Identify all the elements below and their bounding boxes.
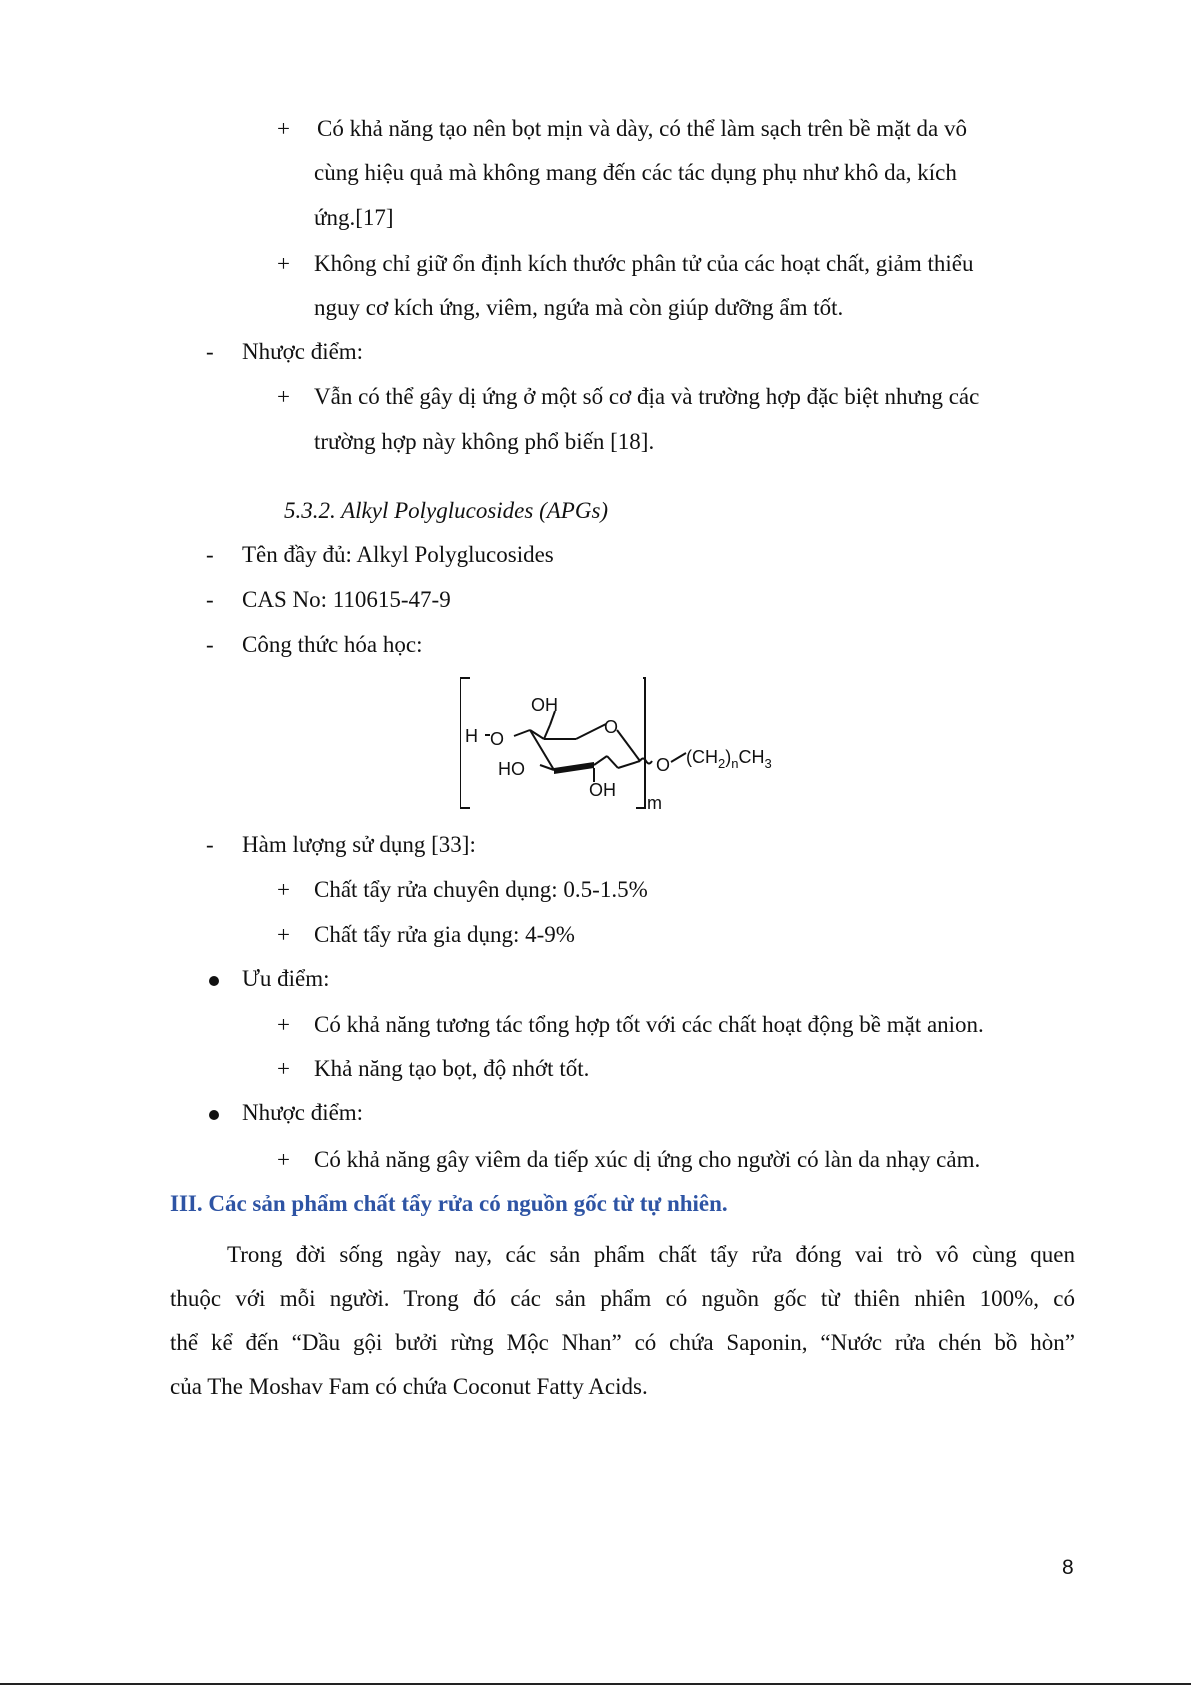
o-ring-label: O — [604, 717, 619, 737]
pros-item: Có khả năng tương tác tổng hợp tốt với các chất hoạt động bề mặt anion. — [314, 1012, 984, 1037]
dash-marker: - — [206, 339, 214, 364]
h-label: H — [465, 726, 478, 746]
full-name: Tên đầy đủ: Alkyl Polyglucosides — [242, 542, 554, 567]
pros-label: Ưu điểm: — [242, 966, 330, 991]
list-item-line: trường hợp này không phổ biến [18]. — [314, 429, 655, 454]
o-left-label: O — [490, 729, 505, 749]
plus-marker: + — [277, 922, 290, 947]
m-subscript-label: m — [647, 793, 662, 813]
paragraph-line: thuộc với mỗi người. Trong đó các sản phẩm có nguồn gốc từ thiên nhiên 100%, có — [170, 1286, 1075, 1311]
body-paragraph — [170, 1233, 1075, 1409]
paragraph-line: thể kể đến “Dầu gội bưởi rừng Mộc Nhan” có chứa Saponin, “Nước rửa chén bồ hòn” — [170, 1330, 1075, 1355]
dash-marker: - — [206, 587, 214, 612]
list-item-line: nguy cơ kích ứng, viêm, ngứa mà còn giúp dưỡng ẩm tốt. — [314, 295, 844, 320]
plus-marker: + — [277, 116, 290, 141]
plus-marker: + — [277, 877, 290, 902]
paragraph-line: của The Moshav Fam có chứa Coconut Fatty Acids. — [170, 1374, 648, 1399]
bullet-dot — [209, 976, 219, 986]
bullet-dot — [209, 1110, 219, 1120]
plus-marker: + — [277, 1056, 290, 1081]
usage-label: Hàm lượng sử dụng [33]: — [242, 832, 476, 857]
cas-number: CAS No: 110615-47-9 — [242, 587, 451, 612]
oh-bottom-label: OH — [589, 780, 616, 800]
cons-item: Có khả năng gây viêm da tiếp xúc dị ứng cho người có làn da nhạy cảm. — [314, 1147, 981, 1172]
section-heading: III. Các sản phẩm chất tẩy rửa có nguồn gốc từ tự nhiên. — [170, 1191, 728, 1216]
pros-item: Khả năng tạo bọt, độ nhớt tốt. — [314, 1056, 590, 1081]
dash-marker: - — [206, 632, 214, 657]
dash-marker: - — [206, 832, 214, 857]
cons-label: Nhược điểm: — [242, 1100, 364, 1125]
plus-marker: + — [277, 251, 290, 276]
o-right-label: O — [656, 755, 671, 775]
list-item-line: Vẫn có thể gây dị ứng ở một số cơ địa và trường hợp đặc biệt nhưng các — [314, 384, 980, 409]
list-item-line: Có khả năng tạo nên bọt mịn và dày, có thể làm sạch trên bề mặt da vô — [317, 116, 967, 141]
dash-marker: - — [206, 542, 214, 567]
usage-item: Chất tẩy rửa gia dụng: 4-9% — [314, 922, 575, 947]
list-item-line: Không chỉ giữ ổn định kích thước phân tử của các hoạt chất, giảm thiểu — [314, 251, 974, 276]
cons-label: Nhược điểm: — [242, 339, 364, 364]
usage-item: Chất tẩy rửa chuyên dụng: 0.5-1.5% — [314, 877, 648, 902]
list-item-line: cùng hiệu quả mà không mang đến các tác dụng phụ như khô da, kích — [314, 160, 957, 185]
section-title: 5.3.2. Alkyl Polyglucosides (APGs) — [284, 498, 609, 523]
formula-label: Công thức hóa học: — [242, 632, 423, 657]
page-number: 8 — [1062, 1556, 1074, 1579]
oh-top-label: OH — [531, 695, 558, 715]
ho-label: HO — [498, 759, 525, 779]
alkyl-chain-label: $(CH_2)_nCH_3$ — [686, 747, 772, 771]
plus-marker: + — [277, 1012, 290, 1037]
plus-marker: + — [277, 1147, 290, 1172]
paragraph-line: Trong đời sống ngày nay, các sản phẩm chất tẩy rửa đóng vai trò vô cùng quen — [227, 1242, 1075, 1267]
plus-marker: + — [277, 384, 290, 409]
apg-structure-diagram — [460, 676, 800, 816]
list-item-line: ứng.[17] — [314, 205, 394, 230]
